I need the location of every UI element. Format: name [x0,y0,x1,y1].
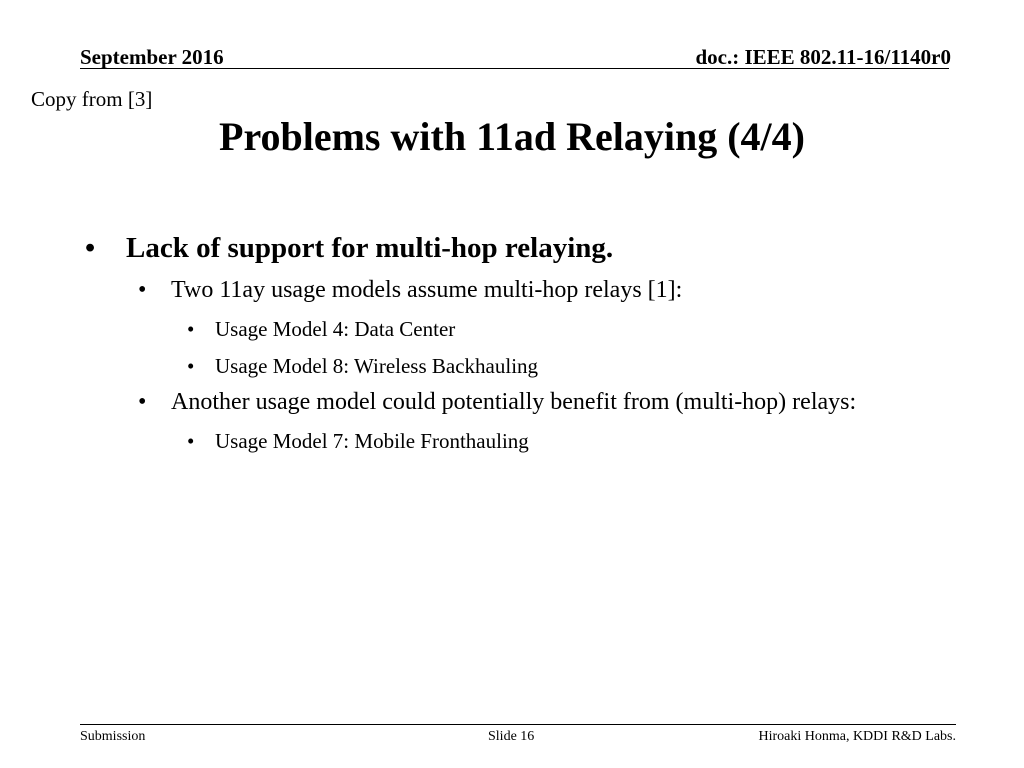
bullet-text: Usage Model 7: Mobile Fronthauling [215,429,529,453]
header-date: September 2016 [80,45,224,69]
bullet-text: Another usage model could potentially benefit from (multi-hop) relays: [171,389,857,415]
bullet-level2 [80,274,940,306]
bullet-text: Usage Model 8: Wireless Backhauling [215,354,539,378]
bullet-text: Two 11ay usage models assume multi-hop relays [1]: [171,277,683,303]
bullet-dot-icon: • [85,232,96,264]
footer-divider [80,724,956,725]
bullet-level2 [80,386,940,418]
footer-author: Hiroaki Honma, KDDI R&D Labs. [758,729,956,744]
bullet-level3 [80,315,940,343]
footer-slide-number: Slide 16 [488,729,535,744]
slide-body [80,228,940,455]
bullet-dot-icon: • [187,317,195,341]
bullet-level3 [80,352,940,380]
footer-submission: Submission [80,729,146,744]
bullet-dot-icon: • [187,429,195,453]
bullet-dot-icon: • [187,354,195,378]
bullet-text: Lack of support for multi-hop relaying. [126,232,614,264]
bullet-dot-icon: • [138,277,147,303]
bullet-text: Usage Model 4: Data Center [215,317,456,341]
bullet-level1 [80,228,940,268]
header-doc-id: doc.: IEEE 802.11-16/1140r0 [695,45,951,69]
copy-note: Copy from [3] [31,87,153,111]
bullet-dot-icon: • [138,389,147,415]
header-divider [80,68,949,69]
slide-title: Problems with 11ad Relaying (4/4) [219,114,805,159]
bullet-level3 [80,427,940,455]
